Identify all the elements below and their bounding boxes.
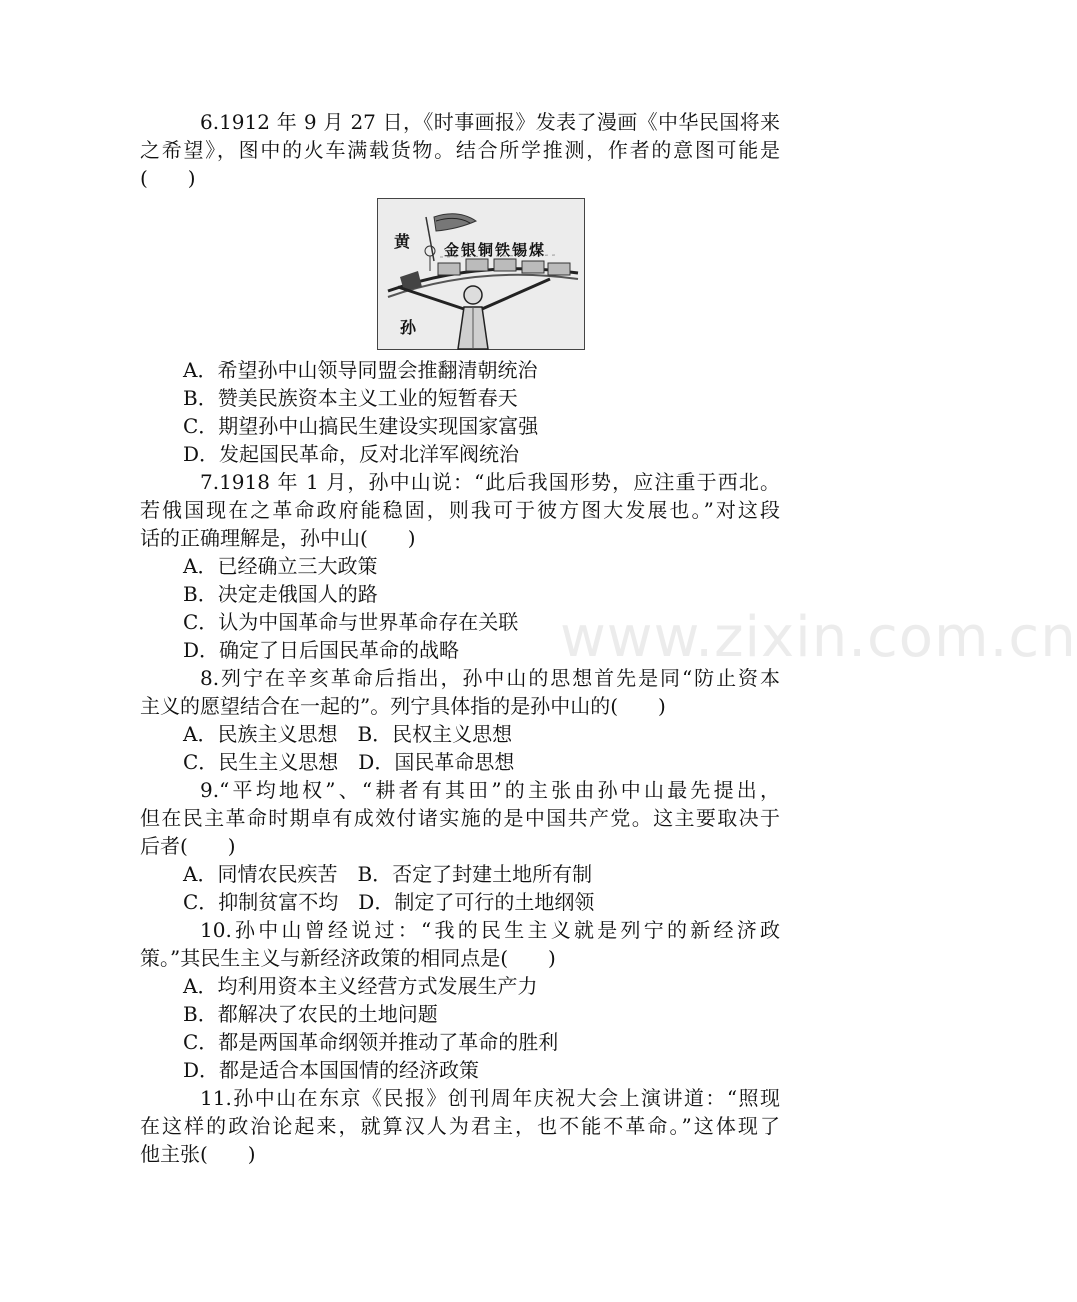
question-10-line-2: 策。”其民生主义与新经济政策的相同点是( ) xyxy=(140,946,556,970)
question-6-line-1: 6.1912 年 9 月 27 日，《时事画报》发表了漫画《中华民国将来 xyxy=(200,110,780,134)
figure-cargo-text: 金银铜铁锡煤 xyxy=(444,241,547,259)
question-10-option-c: C．都是两国革命纲领并推动了革命的胜利 xyxy=(183,1030,559,1054)
question-8-options-ab: A．民族主义思想 B．民权主义思想 xyxy=(183,722,513,746)
question-9-line-3: 后者( ) xyxy=(140,834,236,858)
question-9-options-ab: A．同情农民疾苦 B．否定了封建土地所有制 xyxy=(183,862,593,886)
question-11 xyxy=(140,1084,780,1168)
question-7-option-c: C．认为中国革命与世界革命存在关联 xyxy=(183,610,519,634)
question-7-option-d: D．确定了日后国民革命的战略 xyxy=(183,638,460,662)
question-8 xyxy=(140,664,780,776)
question-6-line-2: 之希望》，图中的火车满载货物。结合所学推测，作者的意图可能是 xyxy=(140,138,780,162)
question-7-line-3: 话的正确理解是，孙中山( ) xyxy=(140,526,416,550)
question-9-options-cd: C．抑制贫富不均 D．制定了可行的土地纲领 xyxy=(183,890,595,914)
question-10-option-d: D．都是适合本国国情的经济政策 xyxy=(183,1058,480,1082)
figure-label-huang: 黄 xyxy=(394,232,411,251)
question-10-option-b: B．都解决了农民的土地问题 xyxy=(183,1002,438,1026)
question-6-line-3: ( ) xyxy=(140,166,196,190)
question-8-options-cd: C．民生主义思想 D．国民革命思想 xyxy=(183,750,515,774)
question-7-option-b: B．决定走俄国人的路 xyxy=(183,582,378,606)
question-6-option-a: A．希望孙中山领导同盟会推翻清朝统治 xyxy=(183,358,538,382)
question-11-line-3: 他主张( ) xyxy=(140,1142,256,1166)
question-11-line-2: 在这样的政治论起来，就算汉人为君主，也不能不革命。”这体现了 xyxy=(140,1114,780,1138)
question-10-line-1: 10.孙中山曾经说过：“我的民生主义就是列宁的新经济政 xyxy=(200,918,780,942)
figure-label-sun: 孙 xyxy=(400,318,417,337)
question-8-line-2: 主义的愿望结合在一起的”。列宁具体指的是孙中山的( ) xyxy=(140,694,666,718)
question-6-option-c: C．期望孙中山搞民生建设实现国家富强 xyxy=(183,414,539,438)
cartoon-figure xyxy=(377,198,585,350)
question-9 xyxy=(140,776,780,916)
question-10-option-a: A．均利用资本主义经营方式发展生产力 xyxy=(183,974,538,998)
question-9-line-1: 9.“平均地权”、“耕者有其田”的主张由孙中山最先提出， xyxy=(200,778,780,802)
question-11-line-1: 11.孙中山在东京《民报》创刊周年庆祝大会上演讲道：“照现 xyxy=(200,1086,780,1110)
question-8-line-1: 8.列宁在辛亥革命后指出，孙中山的思想首先是同“防止资本 xyxy=(200,666,780,690)
question-7-line-1: 7.1918 年 1 月，孙中山说：“此后我国形势，应注重于西北。 xyxy=(200,470,780,494)
question-6 xyxy=(140,108,780,468)
question-7-line-2: 若俄国现在之革命政府能稳固，则我可于彼方图大发展也。”对这段 xyxy=(140,498,780,522)
question-9-line-2: 但在民主革命时期卓有成效付诸实施的是中国共产党。这主要取决于 xyxy=(140,806,780,830)
question-10 xyxy=(140,916,780,1084)
question-6-option-d: D．发起国民革命，反对北洋军阀统治 xyxy=(183,442,520,466)
question-6-option-b: B．赞美民族资本主义工业的短暂春天 xyxy=(183,386,518,410)
watermark: www.zixin.com.cn xyxy=(560,605,1077,670)
question-7-option-a: A．已经确立三大政策 xyxy=(183,554,378,578)
